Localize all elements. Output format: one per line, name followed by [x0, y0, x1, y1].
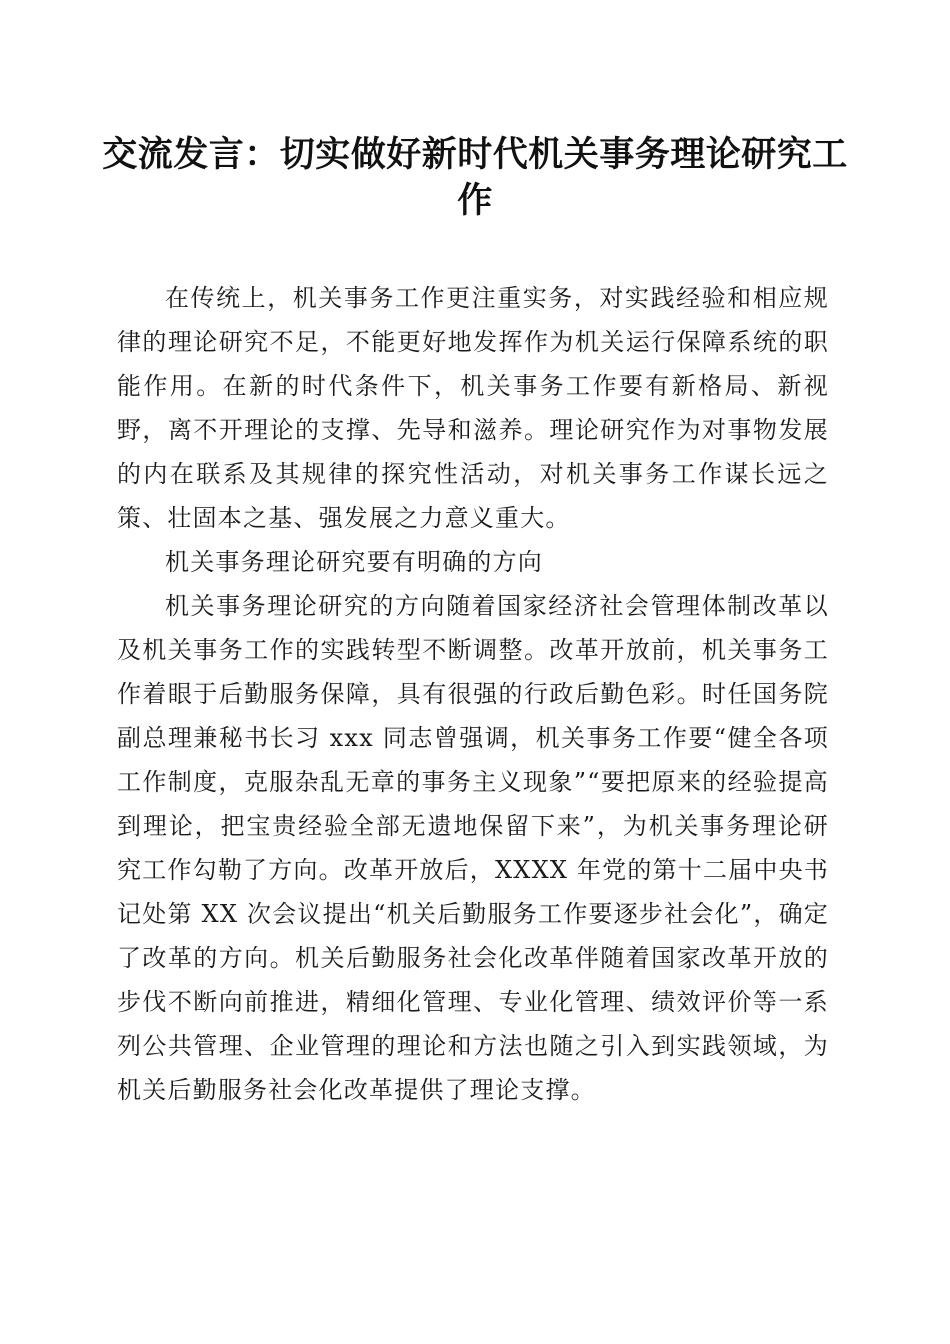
document-title: 交流发言：切实做好新时代机关事务理论研究工作 — [102, 134, 848, 221]
paragraph-intro: 在传统上，机关事务工作更注重实务，对实践经验和相应规律的理论研究不足，不能更好地发挥作为机关运行保障系统的职能作用。在新的时代条件下，机关事务工作要有新格局、新视野，离不开理论的支撑、先导和滋养。理论研究作为对事物发展的内在联系及其规律的探究性活动，对机关事务工作谋长远之策、壮固本之基、强发展之力意义重大。 — [117, 284, 829, 532]
paragraph-direction: 机关事务理论研究的方向随着国家经济社会管理体制改革以及机关事务工作的实践转型不断调整。改革开放前，机关事务工作着眼于后勤服务保障，具有很强的行政后勤色彩。时任国务院副总理兼秘书长习 xxx 同志曾强调，机关事务工作要“健全各项工作制度，克服杂乱无章的事务主义现象”“要把原来的经验提高到理论，把宝贵经验全部无遗地保留下来”，为机关事务理论研究工作勾勒了方向。改革开放后，XXXX 年党的第十二届中央书记处第 XX 次会议提出“机关后勤服务工作要逐步社会化”，确定了改革的方向。机关后勤服务社会化改革伴随着国家改革开放的步伐不断向前推进，精细化管理、专业化管理、绩效评价等一系列公共管理、企业管理的理论和方法也随之引入到实践领域，为机关后勤服务社会化改革提供了理论支撑。 — [117, 592, 829, 1104]
section-heading: 机关事务理论研究要有明确的方向 — [165, 548, 543, 576]
document-body — [117, 276, 829, 1112]
